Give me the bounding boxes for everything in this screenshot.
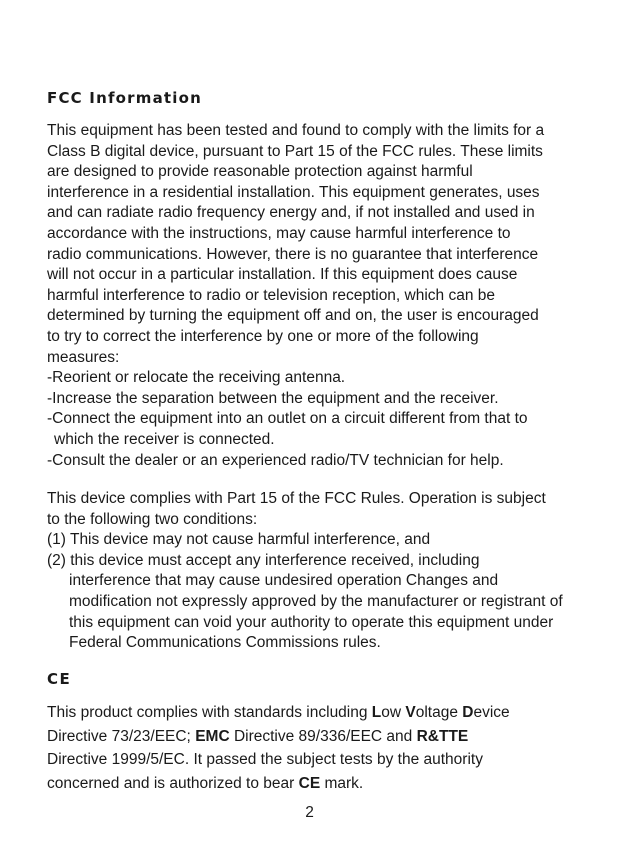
fcc-paragraph-line: measures: (47, 348, 120, 366)
rtte-label: R&TTE (416, 727, 469, 745)
fcc-paragraph-line: radio communications. However, there is no guarantee that interference (47, 245, 539, 263)
fcc-paragraph-line: and can radiate radio frequency energy and, if not installed and used in (47, 204, 535, 222)
fcc-paragraph-line: determined by turning the equipment off and on, the user is encouraged (47, 307, 539, 325)
fcc-paragraph-line: This equipment has been tested and found to comply with the limits for a (47, 122, 545, 139)
ce-text-fragment: Directive 73/23/EEC; (47, 727, 196, 745)
ce-text-fragment: oltage (415, 704, 463, 721)
ce-text-fragment: ow (381, 704, 406, 721)
ce-text-fragment: concerned and is authorized to bear (47, 774, 299, 792)
condition-continuation: modification not expressly approved by the manufacturer or registrant of (69, 592, 563, 610)
fcc-paragraph-line: interference in a residential installation. This equipment generates, uses (47, 183, 540, 201)
ce-text-fragment: This product complies with standards including (47, 704, 372, 721)
measure-item: -Reorient or relocate the receiving antenna. (47, 369, 346, 387)
fcc-paragraph-line: accordance with the instructions, may cause harmful interference to (47, 224, 511, 242)
condition-item: (1) This device may not cause harmful interference, and (47, 531, 431, 549)
fcc-paragraph-line: to try to correct the interference by one or more of the following (47, 327, 479, 345)
fcc-paragraph-line: Class B digital device, pursuant to Part 15 of the FCC rules. These limits (47, 142, 543, 160)
ce-line: Directive 1999/5/EC. It passed the subject tests by the authority (47, 751, 483, 768)
measure-item-continuation: which the receiver is connected. (54, 430, 275, 448)
ce-bold-initial: D (462, 704, 474, 721)
ce-bold-initial: V (405, 704, 416, 721)
ce-body (47, 701, 510, 795)
emc-label: EMC (195, 727, 230, 745)
fcc-heading: FCC Information (47, 89, 203, 107)
measure-item: -Connect the equipment into an outlet on a circuit different from that to (47, 410, 528, 428)
fcc-body (47, 121, 612, 471)
ce-text-fragment: evice (473, 704, 510, 721)
fcc-paragraph-line: harmful interference to radio or television reception, which can be (47, 286, 496, 304)
condition-continuation: Federal Communications Commissions rules. (69, 634, 381, 652)
ce-line (47, 701, 510, 725)
ce-line (47, 725, 510, 749)
condition-continuation: this equipment can void your authority to operate this equipment under (69, 613, 554, 631)
ce-line (47, 772, 510, 796)
condition-continuation: interference that may cause undesired operation Changes and (69, 572, 499, 590)
fcc-paragraph-line: are designed to provide reasonable protection against harmful (47, 163, 473, 181)
ce-bold-initial: L (371, 704, 382, 721)
measure-item: -Increase the separation between the equipment and the receiver. (47, 389, 499, 407)
condition-item: (2) this device must accept any interference received, including (47, 551, 480, 569)
compliance-line: This device complies with Part 15 of the FCC Rules. Operation is subject (47, 490, 546, 507)
fcc-paragraph-line: will not occur in a particular installation. If this equipment does cause (47, 266, 518, 284)
measure-item: -Consult the dealer or an experienced radio/TV technician for help. (47, 451, 504, 469)
page-number: 2 (305, 804, 314, 821)
ce-heading: CE (47, 670, 72, 688)
ce-mark-label: CE (298, 774, 321, 792)
ce-text-fragment: Directive 89/336/EEC and (229, 727, 417, 745)
compliance-line: to the following two conditions: (47, 510, 258, 528)
fcc-compliance-block (47, 489, 612, 654)
ce-text-fragment: mark. (320, 774, 364, 792)
